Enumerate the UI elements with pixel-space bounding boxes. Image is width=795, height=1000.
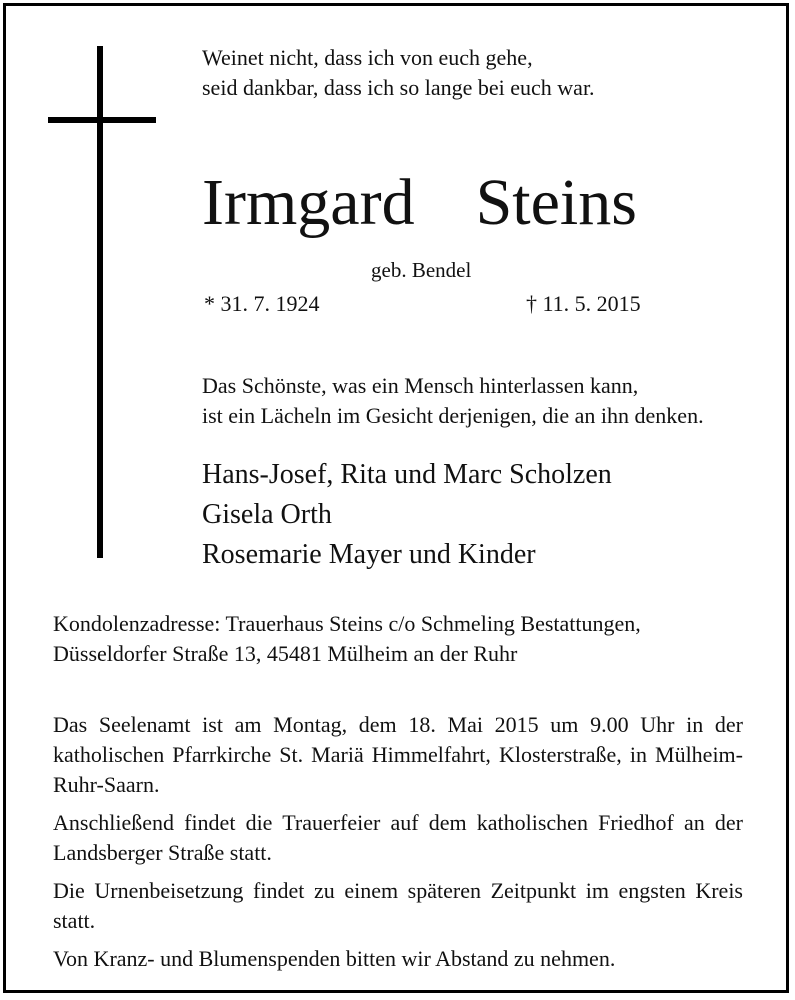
quote-line: ist ein Lächeln im Gesicht derjenigen, die an ihn denken. bbox=[202, 403, 704, 428]
service-information bbox=[53, 710, 743, 982]
address-line: Düsseldorfer Straße 13, 45481 Mülheim an der Ruhr bbox=[53, 641, 518, 666]
address-line: Kondolenzadresse: Trauerhaus Steins c/o Schmeling Bestattungen, bbox=[53, 611, 641, 636]
cross-icon-horizontal bbox=[48, 117, 156, 123]
birth-date: * 31. 7. 1924 bbox=[204, 291, 320, 316]
info-paragraph: Anschließend findet die Trauerfeier auf dem katholischen Friedhof an der Landsberger Straße statt. bbox=[53, 810, 743, 865]
mourners-list bbox=[202, 455, 612, 575]
mourner: Rosemarie Mayer und Kinder bbox=[202, 539, 536, 570]
info-paragraph: Das Seelenamt ist am Montag, dem 18. Mai 2015 um 9.00 Uhr in der katholischen Pfarrkirche St. Mariä Himmelfahrt, Klosterstraße, in Mülheim-Ruhr-Saarn. bbox=[53, 712, 743, 797]
obituary-notice bbox=[3, 3, 789, 993]
quote-line: Weinet nicht, dass ich von euch gehe, bbox=[202, 45, 533, 70]
deceased-name: Irmgard Steins bbox=[202, 166, 637, 239]
quote-line: seid dankbar, dass ich so lange bei euch war. bbox=[202, 75, 595, 100]
mourner: Hans-Josef, Rita und Marc Scholzen bbox=[202, 459, 612, 490]
info-paragraph: Von Kranz- und Blumenspenden bitten wir Abstand zu nehmen. bbox=[53, 946, 616, 971]
mourner: Gisela Orth bbox=[202, 499, 332, 530]
opening-quote bbox=[202, 43, 595, 103]
quote-line: Das Schönste, was ein Mensch hinterlassen kann, bbox=[202, 373, 639, 398]
death-date: † 11. 5. 2015 bbox=[526, 291, 641, 316]
closing-quote bbox=[202, 371, 704, 431]
maiden-name: geb. Bendel bbox=[371, 258, 472, 282]
condolence-address bbox=[53, 609, 743, 669]
info-paragraph: Die Urnenbeisetzung findet zu einem späteren Zeitpunkt im engsten Kreis statt. bbox=[53, 878, 743, 933]
